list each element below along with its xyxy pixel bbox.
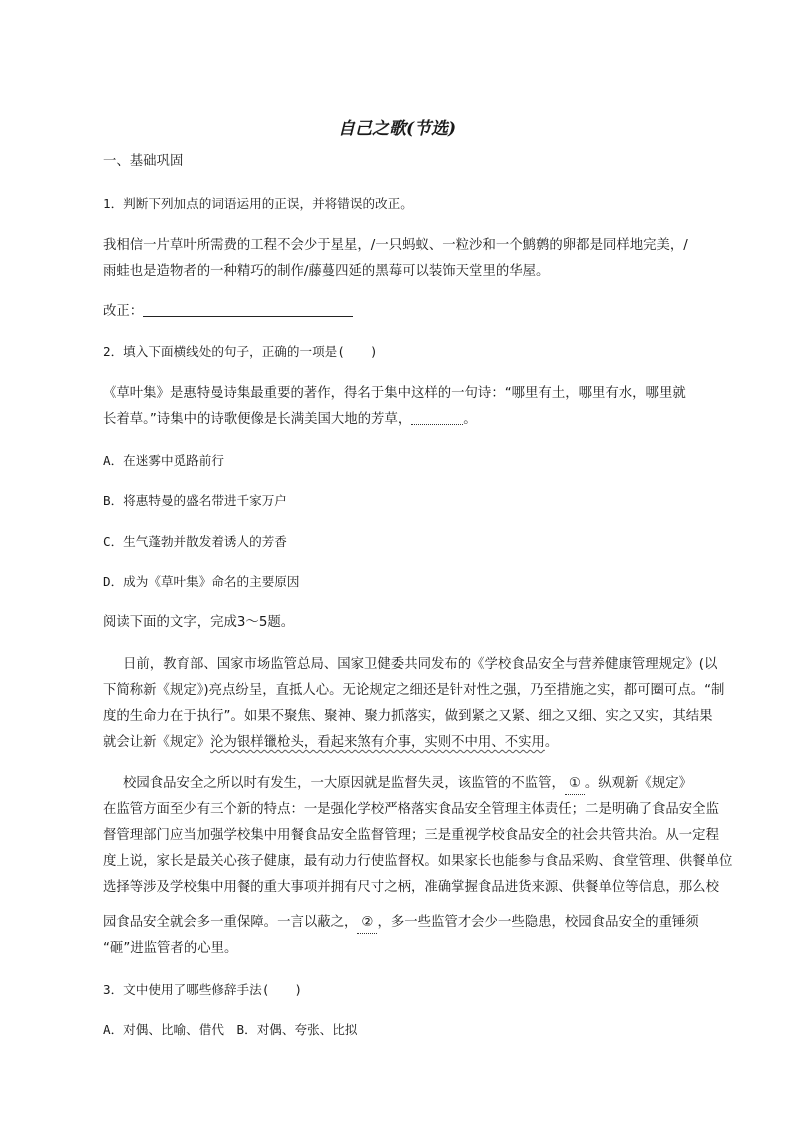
- reading-para1-line-3: 度的生命力在于执行”。如果不聚焦、聚神、聚力抓落实，做到紧之又紧、细之又细、实之又实，其结果: [103, 709, 713, 724]
- para-text: 就会让新《规定》: [103, 735, 211, 750]
- reading-para2-line-4: 度上说，家长是最关心孩子健康，最有动力行使监督权。如果家长也能参与食品采购、食堂管理、供餐单位: [103, 854, 733, 869]
- question-1-stem: 1．判断下列加点的词语运用的正误，并将错误的改正。: [103, 196, 413, 211]
- section-heading: 一、基础巩固: [103, 154, 184, 169]
- para-text: 。纵观新《规定》: [584, 776, 693, 791]
- question-3-stem: 3．文中使用了哪些修辞手法( ): [103, 982, 303, 997]
- reading-para2-line-2: 在监管方面至少有三个新的特点：一是强化学校严格落实食品安全管理主体责任；二是明确了食品安全监: [103, 802, 719, 817]
- para-text: 校园食品安全之所以时有发生，一大原因就是监督失灵，该监管的不监管，: [123, 776, 565, 791]
- option-d[interactable]: D．成为《草叶集》命名的主要原因: [103, 574, 300, 589]
- option-c[interactable]: C．生气蓬勃并散发着诱人的芳香: [103, 534, 287, 549]
- para-text: ，多一些监管才会少一些隐患，校园食品安全的重锤须: [377, 915, 699, 930]
- question-1-passage-line-2: 雨蛙也是造物者的一种精巧的制作/藤蔓四延的黑莓可以装饰天堂里的华屋。: [103, 264, 550, 279]
- question-2-passage-line-1: 《草叶集》是惠特曼诗集最重要的著作，得名于集中这样的一句诗：“哪里有土，哪里有水，哪里就: [103, 386, 686, 401]
- question-2-passage-line-2: [103, 410, 477, 430]
- reading-para2-line-1: [123, 774, 692, 795]
- reading-para1-line-1: 日前，教育部、国家市场监管总局、国家卫健委共同发布的《学校食品安全与营养健康管理规定》(以: [123, 657, 718, 672]
- reading-para2-line-3: 督管理部门应当加强学校集中用餐食品安全监督管理；三是重视学校食品安全的社会共管共治。从一定程: [103, 828, 719, 843]
- reading-para1-line-2: 下简称新《规定》)亮点纷呈，直抵人心。无论规定之细还是针对性之强，乃至措施之实，都可圈可点。“制: [103, 683, 725, 698]
- question-1-passage-line-1: 我相信一片草叶所需费的工程不会少于星星，/一只蚂蚁、一粒沙和一个鹪鹩的卵都是同样地完美，/: [103, 238, 688, 253]
- answer-blank[interactable]: [143, 302, 353, 317]
- wavy-underlined-text: 沦为银样镴枪头，看起来煞有介事，实则不中用、不实用: [210, 735, 545, 750]
- question-2-stem: 2．填入下面横线处的句子，正确的一项是( ): [103, 344, 378, 359]
- option-a[interactable]: A．在迷雾中觅路前行: [103, 453, 224, 468]
- para-text: 园食品安全就会多一重保障。一言以蔽之，: [103, 915, 358, 930]
- blank-2[interactable]: ②: [357, 913, 377, 934]
- para-end: 。: [544, 735, 559, 750]
- reading-intro: 阅读下面的文字，完成3～5题。: [103, 615, 295, 630]
- reading-para2-line-5: 选择等涉及学校集中用餐的重大事项并拥有尺寸之柄，准确掌握食品进货来源、供餐单位等信息，那么校: [103, 880, 719, 895]
- fill-blank[interactable]: [411, 410, 463, 425]
- passage-text: 长着草。”诗集中的诗歌便像是长满美国大地的芳草，: [103, 412, 412, 427]
- question-3-options[interactable]: A．对偶、比喻、借代 B．对偶、夸张、比拟: [103, 1022, 358, 1037]
- reading-para1-line-4: [103, 733, 558, 753]
- option-b[interactable]: B．将惠特曼的盛名带进千家万户: [103, 493, 287, 508]
- blank-1[interactable]: ①: [565, 774, 585, 795]
- reading-para2-line-6: [103, 913, 699, 934]
- page-title: 自己之歌(节选): [337, 119, 457, 139]
- fix-label: 改正：: [103, 304, 144, 319]
- passage-end: 。: [463, 412, 477, 427]
- question-1-fix: [103, 302, 353, 322]
- reading-para2-line-7: “砸”进监管者的心里。: [103, 941, 238, 956]
